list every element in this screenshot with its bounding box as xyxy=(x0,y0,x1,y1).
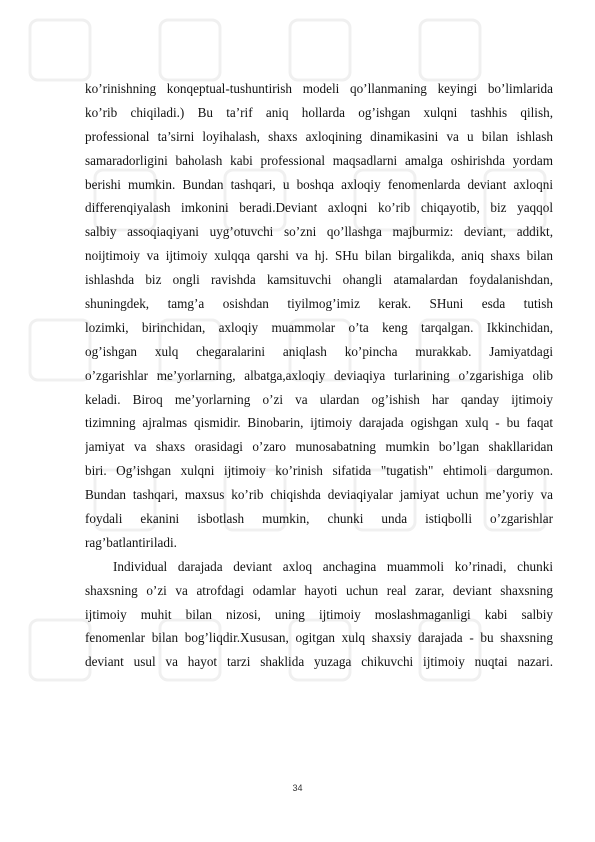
text-line: shuningdek, tamg’a osishdan tiyilmog’imiz kerak. SHuni esda tutish xyxy=(85,296,553,312)
text-line: deviant usul va hayot tarzi shaklida yuzaga chikuvchi ijtimoiy nuqtai nazari. xyxy=(85,654,553,670)
text-line: Bundan tashqari, maxsus ko’rib chiqishda deviaqiyalar jamiyat uchun me’yoriy va xyxy=(85,487,553,503)
text-line: og’ishgan xulq chegaralarini aniqlash ko’pincha murakkab. Jamiyatdagi xyxy=(85,343,553,359)
text-line: tizimning ajralmas qismidir. Binobarin, ijtimoiy darajada ogishgan xulq - bu faqat xyxy=(85,415,553,431)
text-line: salbiy assoqiaqiyani uyg’otuvchi so’zni qo’llashga majburmiz: deviant, addikt, xyxy=(85,224,553,240)
text-line: ko’rinishning konqeptual-tushuntirish modeli qo’llanmaning keyingi bo’limlarida xyxy=(85,81,553,96)
text-line: keladi. Biroq me’yorlarning o’zi va ulardan og’ishish har qanday ijtimoiy xyxy=(85,391,553,407)
text-line: lozimki, birinchidan, axloqiy muammolar o’ta keng tarqalgan. Ikkinchidan, xyxy=(85,319,553,335)
text-line: o’zgarishlar me’yorlarning, albatga,axloqiy deviaqiya turlarining o’zgarishiga olib xyxy=(85,367,553,383)
text-line: biri. Og’ishgan xulqni ijtimoiy ko’rinish sifatida "tugatish" ehtimoli dargumon. xyxy=(85,463,553,479)
text-line: foydali ekanini isbotlash mumkin, chunki unda istiqbolli o’zgarishlar xyxy=(85,511,553,527)
text-line: professional ta’sirni loyihalash, shaxs axloqining dinamikasini va u bilan ishlash xyxy=(85,128,553,144)
text-line: ko’rib chiqiladi.) Bu ta’rif aniq hollarda og’ishgan xulqni tashhis qilish, xyxy=(85,104,553,120)
text-line: shaxsning o’zi va atrofdagi odamlar hayoti uchun real zarar, deviant shaxsning xyxy=(85,582,553,598)
body-text xyxy=(85,77,553,674)
text-line: noijtimoiy va ijtimoiy xulqqa qarshi va hj. SHu bilan birgalikda, aniq shaxs bilan xyxy=(85,248,553,264)
text-line: jamiyat va shaxs orasidagi o’zaro munosabatning mumkin bo’lgan shakllaridan xyxy=(85,439,553,455)
text-line: rag’batlantiriladi. xyxy=(85,534,177,550)
text-line: ijtimoiy muhit bilan nizosi, uning ijtimoiy moslashmaganligi kabi salbiy xyxy=(85,606,553,622)
text-line: differenqiyalash imkonini beradi.Deviant axloqni ko’rib chiqayotib, biz yaqqol xyxy=(85,200,553,216)
text-line: fenomenlar bilan bog’liqdir.Xususan, ogitgan xulq shaxsiy darajada - bu shaxsning xyxy=(85,630,553,646)
page-number: 34 xyxy=(292,783,303,793)
text-line: ishlashda biz ongli ravishda kamsituvchi ohangli atamalardan foydalanishdan, xyxy=(85,272,553,288)
text-line: samaradorligini baholash kabi professional maqsadlarni amalga oshirishda yordam xyxy=(85,152,553,168)
text-line: berishi mumkin. Bundan tashqari, u boshqa axloqiy fenomenlarda deviant axloqni xyxy=(85,176,553,192)
paragraph-first-line: Individual darajada deviant axloq anchagina muammoli ko’rinadi, chunki xyxy=(113,558,553,574)
